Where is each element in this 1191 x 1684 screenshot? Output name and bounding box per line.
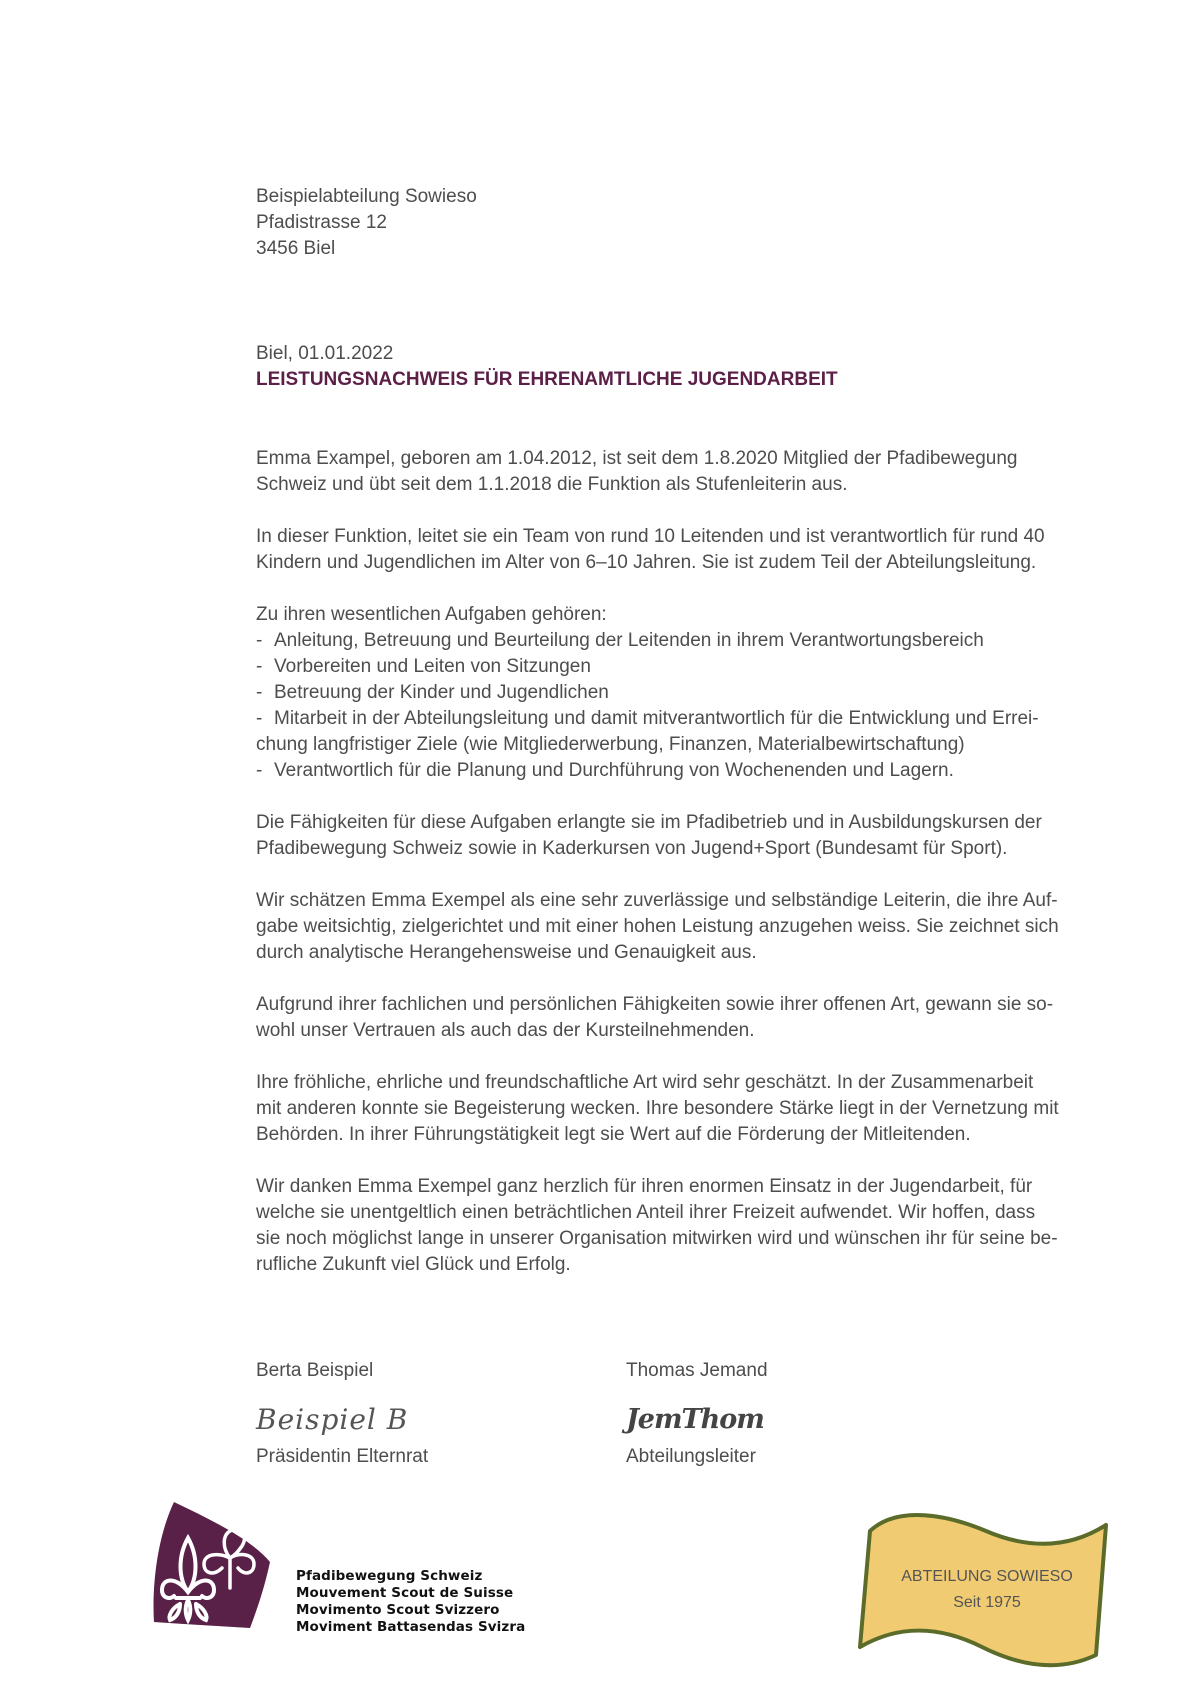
text-line: Ihre fröhliche, ehrliche und freundschaftliche Art wird sehr geschätzt. In der Zusammenarbeit (256, 1072, 1034, 1093)
org-name-fr: Mouvement Scout de Suisse (296, 1585, 514, 1601)
text-line: Die Fähigkeiten für diese Aufgaben erlangte sie im Pfadibetrieb und in Ausbildungskursen der (256, 812, 1042, 833)
text-line: wohl unser Vertrauen als auch das der Kursteilnehmenden. (256, 1020, 755, 1041)
bullet-dash: - (256, 682, 263, 703)
handwritten-signature: JemThom (626, 1404, 764, 1435)
task-text: Anleitung, Betreuung und Beurteilung der Leitenden in ihrem Verantwortungsbereich (274, 630, 984, 651)
flag-title: ABTEILUNG SOWIESO (901, 1568, 1073, 1585)
task-item (256, 758, 1156, 784)
signature-block-left (256, 1358, 428, 1470)
bullet-dash: - (256, 760, 263, 781)
task-item (256, 680, 1156, 706)
org-name-de: Pfadibewegung Schweiz (296, 1568, 483, 1584)
document-title: LEISTUNGSNACHWEIS FÜR EHRENAMTLICHE JUGENDARBEIT (256, 369, 838, 390)
text-line: Behörden. In ihrer Führungstätigkeit legt sie Wert auf die Förderung der Mitleitenden. (256, 1124, 971, 1145)
task-item (256, 628, 1156, 654)
signatory-name: Berta Beispiel (256, 1360, 374, 1381)
task-text: Betreuung der Kinder und Jugendlichen (274, 682, 609, 703)
org-name-it: Movimento Scout Svizzero (296, 1602, 500, 1618)
department-flag (858, 1505, 1118, 1670)
task-text: Verantwortlich für die Planung und Durchführung von Wochenenden und Lagern. (274, 760, 954, 781)
paragraph-appreciation (256, 888, 1156, 966)
sender-city: 3456 Biel (256, 238, 336, 259)
text-line: Wir schätzen Emma Exempel als eine sehr zuverlässige und selbständige Leiterin, die ihre Auf- (256, 890, 1058, 911)
org-name-rm: Moviment Battasendas Svizra (296, 1619, 526, 1635)
paragraph-function (256, 524, 1156, 576)
text-line: Emma Exampel, geboren am 1.04.2012, ist seit dem 1.8.2020 Mitglied der Pfadibewegung (256, 448, 1018, 469)
text-line: gabe weitsichtig, zielgerichtet und mit einer hohen Leistung anzugehen weiss. Sie zeichnet sich (256, 916, 1059, 937)
signatory-role: Abteilungsleiter (626, 1446, 756, 1467)
sender-name: Beispielabteilung Sowieso (256, 186, 477, 207)
text-line: sie noch möglichst lange in unserer Organisation mitwirken wird und wünschen ihr für seine be- (256, 1228, 1058, 1249)
letter-body (256, 446, 1156, 1304)
sender-address (256, 184, 477, 262)
sender-street: Pfadistrasse 12 (256, 212, 387, 233)
organization-name (296, 1568, 525, 1636)
flag-subtitle: Seit 1975 (953, 1594, 1021, 1611)
task-item (256, 654, 1156, 680)
text-line: durch analytische Herangehensweise und Genauigkeit aus. (256, 942, 757, 963)
task-item (256, 706, 1156, 732)
text-line: In dieser Funktion, leitet sie ein Team von rund 10 Leitenden und ist verantwortlich für rund 40 (256, 526, 1045, 547)
paragraph-personality (256, 1070, 1156, 1148)
bullet-dash: - (256, 708, 263, 729)
text-line: rufliche Zukunft viel Glück und Erfolg. (256, 1254, 571, 1275)
paragraph-thanks (256, 1174, 1156, 1278)
signatory-role: Präsidentin Elternrat (256, 1446, 429, 1467)
handwritten-signature: Beispiel B (256, 1403, 409, 1436)
paragraph-trust (256, 992, 1156, 1044)
text-line: Wir danken Emma Exempel ganz herzlich für ihren enormen Einsatz in der Jugendarbeit, für (256, 1176, 1033, 1197)
task-list (256, 602, 1156, 784)
signature-block-right (626, 1358, 768, 1470)
scout-logo-icon (152, 1500, 272, 1630)
text-line: Pfadibewegung Schweiz sowie in Kaderkursen von Jugend+Sport (Bundesamt für Sport). (256, 838, 1008, 859)
waving-flag-icon (858, 1505, 1118, 1670)
task-item-continuation: chung langfristiger Ziele (wie Mitgliederwerbung, Finanzen, Materialbewirtschaftung) (256, 734, 965, 755)
text-line: Kindern und Jugendlichen im Alter von 6–10 Jahren. Sie ist zudem Teil der Abteilungsleitung. (256, 552, 1037, 573)
task-text: Mitarbeit in der Abteilungsleitung und damit mitverantwortlich für die Entwicklung und Errei- (274, 708, 1039, 729)
text-line: welche sie unentgeltlich einen beträchtlichen Anteil ihrer Freizeit aufwendet. Wir hoffen, dass (256, 1202, 1036, 1223)
bullet-dash: - (256, 630, 263, 651)
date-line: Biel, 01.01.2022 (256, 343, 394, 364)
text-line: mit anderen konnte sie Begeisterung wecken. Ihre besondere Stärke liegt in der Vernetzung mit (256, 1098, 1059, 1119)
paragraph-skills (256, 810, 1156, 862)
signatory-name: Thomas Jemand (626, 1360, 768, 1381)
task-list-intro: Zu ihren wesentlichen Aufgaben gehören: (256, 604, 607, 625)
text-line: Schweiz und übt seit dem 1.1.2018 die Funktion als Stufenleiterin aus. (256, 474, 848, 495)
bullet-dash: - (256, 656, 263, 677)
paragraph-intro (256, 446, 1156, 498)
task-text: Vorbereiten und Leiten von Sitzungen (274, 656, 591, 677)
text-line: Aufgrund ihrer fachlichen und persönlichen Fähigkeiten sowie ihrer offenen Art, gewann sie so- (256, 994, 1054, 1015)
